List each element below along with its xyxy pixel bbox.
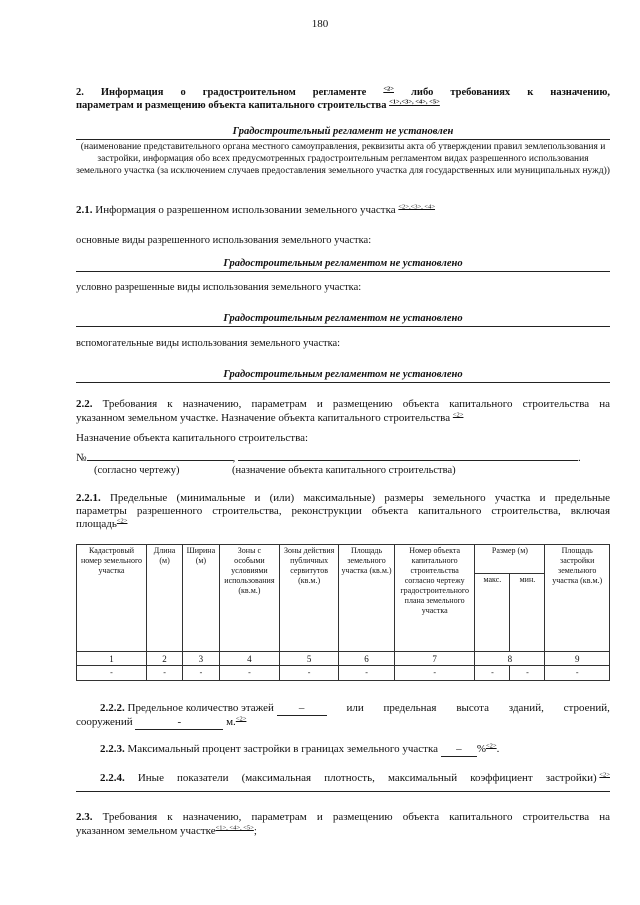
purpose-line: № , . <box>76 452 581 464</box>
section-2-2-line2: указанном земельном участке. Назначение объекта капитального строительства $^{<2>}$ <box>76 411 464 424</box>
footnote-ref[interactable]: <1>, <4>, <5> <box>215 824 254 832</box>
footnote-ref[interactable]: <1>,<3>, <4>, <5> <box>389 98 440 106</box>
footnote-ref[interactable]: <2> <box>452 411 464 419</box>
object-purpose-field[interactable] <box>238 460 578 461</box>
purpose-label: Назначение объекта капитального строительства: <box>76 432 309 444</box>
header-length: Длина (м) <box>147 545 183 652</box>
auxiliary-uses-label: вспомогательные виды использования земельного участка: <box>76 338 341 349</box>
section-2-2-2-line1: 2.2.2. Предельное количество этажей – или предельная высота зданий, строений, <box>100 702 610 714</box>
divider <box>76 326 610 327</box>
header-cadastral: Кадастровый номер земельного участка <box>77 545 147 652</box>
table-number-row: 1 2 3 4 5 6 7 8 9 <box>77 652 610 666</box>
section-2-2-1-line3: площадь$^{<2>}$ <box>76 517 128 530</box>
section-2-3-line2: указанном земельном участке$^{<1>, <4>, <5>}$; <box>76 824 257 837</box>
conditional-uses-label: условно разрешенные виды использования земельного участка: <box>76 282 362 293</box>
footnote-ref[interactable]: <2> <box>383 85 394 93</box>
height-field[interactable]: - <box>135 716 223 730</box>
parameters-table <box>76 544 610 681</box>
header-special-zones: Зоны с особыми условиями использования (кв.м.) <box>219 545 279 652</box>
section-2-3-line1: 2.3. Требования к назначению, параметрам и размещению объекта капитального строительства на <box>76 811 611 823</box>
header-object-number: Номер объекта капитального строительства согласно чертежу градостроительного плана земельного участка <box>394 545 474 652</box>
purpose-caption-right: (назначение объекта капитального строительства) <box>232 465 456 476</box>
divider <box>76 382 610 383</box>
main-uses-label: основные виды разрешенного использования земельного участка: <box>76 235 372 246</box>
footnote-ref[interactable]: <2> <box>485 742 497 750</box>
section-number: 2. <box>76 87 84 98</box>
footnote-ref[interactable]: <2> <box>235 715 247 723</box>
conditional-uses-value: Градостроительным регламентом не установлено <box>223 313 463 324</box>
drawing-number-field[interactable] <box>87 460 233 461</box>
section-2-2-1-line2: параметры разрешенного строительства, реконструкции объекта капитального строительства, включая <box>76 505 610 517</box>
header-size-max: макс. <box>475 574 510 652</box>
section-2-2-4: 2.2.4. Иные показатели (максимальная плотность, максимальный коэффициент застройки) $^{<2>}$ <box>100 771 610 784</box>
header-size: Размер (м) <box>475 545 545 574</box>
divider <box>76 791 610 792</box>
table-header-row <box>77 545 610 574</box>
header-building-area: Площадь застройки земельного участка (кв.м.) <box>545 545 610 652</box>
section-2-heading-line1: 2. Информация о градостроительном регламенте $^{<2>}$ либо требованиях к назначению, <box>76 85 611 98</box>
section-2-2-1-line1: 2.2.1. Предельные (минимальные и (или) максимальные) размеры земельного участка и предельные <box>76 492 610 504</box>
page-number: 180 <box>311 18 329 30</box>
auxiliary-uses-value: Градостроительным регламентом не установлено <box>223 369 463 380</box>
divider <box>76 139 610 140</box>
regulation-caption: (наименование представительного органа местного самоуправления, реквизиты акта об утверждении правил землепользования и застройки, информация обо всех предусмотренных градостроительным регламентом видах разрешенного использования земельного участка (за исключением случаев предоставления земельного участка для государственных или муниципальных нужд)) <box>76 142 610 176</box>
floors-field[interactable]: – <box>277 702 327 716</box>
section-2-2-line1: 2.2. Требования к назначению, параметрам и размещению объекта капитального строительства на <box>76 398 611 410</box>
header-servitude-zones: Зоны действия публичных сервитутов (кв.м.) <box>280 545 339 652</box>
section-2-2-2-line2: сооружений - м.$^{<2>}$ <box>76 715 247 728</box>
main-uses-value: Градостроительным регламентом не установлено <box>223 258 463 269</box>
section-2-1-heading: 2.1. Информация о разрешенном использовании земельного участка $^{<2>,<3>, <4>}$ <box>76 203 436 216</box>
header-width: Ширина (м) <box>183 545 220 652</box>
footnote-ref[interactable]: <2> <box>599 771 610 779</box>
footnote-ref[interactable]: <2> <box>116 517 128 525</box>
section-2-2-3: 2.2.3. Максимальный процент застройки в границах земельного участка – %$^{<2>}$. <box>100 742 500 755</box>
regulation-value: Градостроительный регламент не установлен <box>232 126 454 137</box>
header-size-min: мин. <box>510 574 545 652</box>
purpose-caption-left: (согласно чертежу) <box>94 465 180 476</box>
header-plot-area: Площадь земельного участка (кв.м.) <box>339 545 395 652</box>
divider <box>76 271 610 272</box>
footnote-ref[interactable]: <2>,<3>, <4> <box>398 203 436 211</box>
section-2-heading-line2: параметрам и размещению объекта капитального строительства $^{<1>,<3>, <4>, <5>}$ <box>76 98 440 111</box>
building-percent-field[interactable]: – <box>441 743 477 757</box>
table-row: - - - - - - - - - - <box>77 666 610 681</box>
